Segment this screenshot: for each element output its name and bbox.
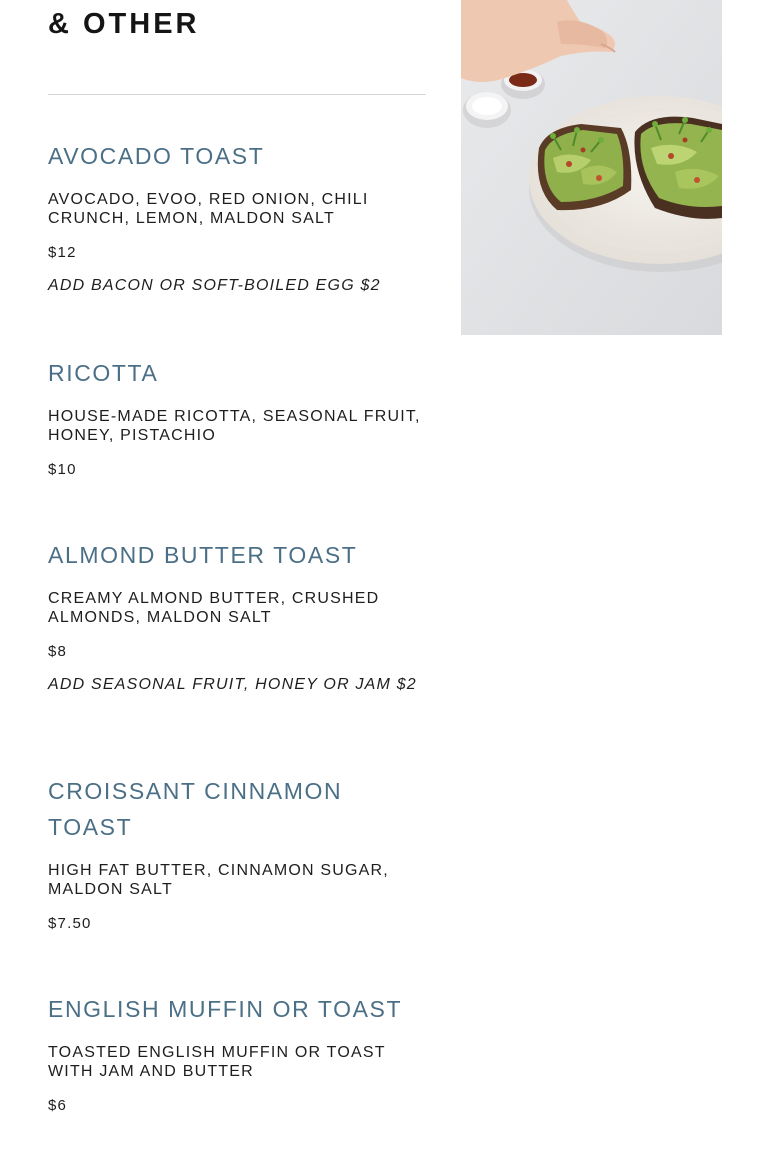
- item-addon: ADD BACON OR SOFT-BOILED EGG $2: [48, 277, 381, 294]
- item-name: ALMOND BUTTER TOAST: [48, 542, 358, 568]
- item-name: RICOTTA: [48, 360, 159, 386]
- item-description: HIGH FAT BUTTER, CINNAMON SUGAR, MALDON SALT: [48, 862, 389, 898]
- item-addon: ADD SEASONAL FRUIT, HONEY OR JAM $2: [48, 676, 417, 693]
- item-description: CREAMY ALMOND BUTTER, CRUSHED ALMONDS, MALDON SALT: [48, 590, 380, 626]
- item-name: CROISSANT CINNAMON TOAST: [48, 778, 343, 840]
- item-price: $10: [48, 461, 77, 478]
- menu-item-croissant-cinnamon-toast: [48, 773, 433, 933]
- item-price: $12: [48, 244, 77, 261]
- item-description: HOUSE-MADE RICOTTA, SEASONAL FRUIT, HONEY, PISTACHIO: [48, 408, 421, 444]
- menu-item-almond-butter-toast: [48, 537, 433, 694]
- item-price: $8: [48, 643, 68, 660]
- section-title: & OTHER: [48, 8, 200, 40]
- item-description: AVOCADO, EVOO, RED ONION, CHILI CRUNCH, LEMON, MALDON SALT: [48, 191, 369, 227]
- item-name: ENGLISH MUFFIN OR TOAST: [48, 996, 403, 1022]
- item-price: $7.50: [48, 915, 92, 932]
- item-name: AVOCADO TOAST: [48, 143, 265, 169]
- item-description: TOASTED ENGLISH MUFFIN OR TOAST WITH JAM AND BUTTER: [48, 1044, 386, 1080]
- menu-item-avocado-toast: [48, 138, 433, 295]
- menu-item-ricotta: [48, 355, 433, 479]
- item-price: $6: [48, 1097, 68, 1114]
- section-divider: [48, 94, 426, 95]
- menu-item-english-muffin-or-toast: [48, 991, 433, 1115]
- avocado-toast-photo: [461, 0, 722, 335]
